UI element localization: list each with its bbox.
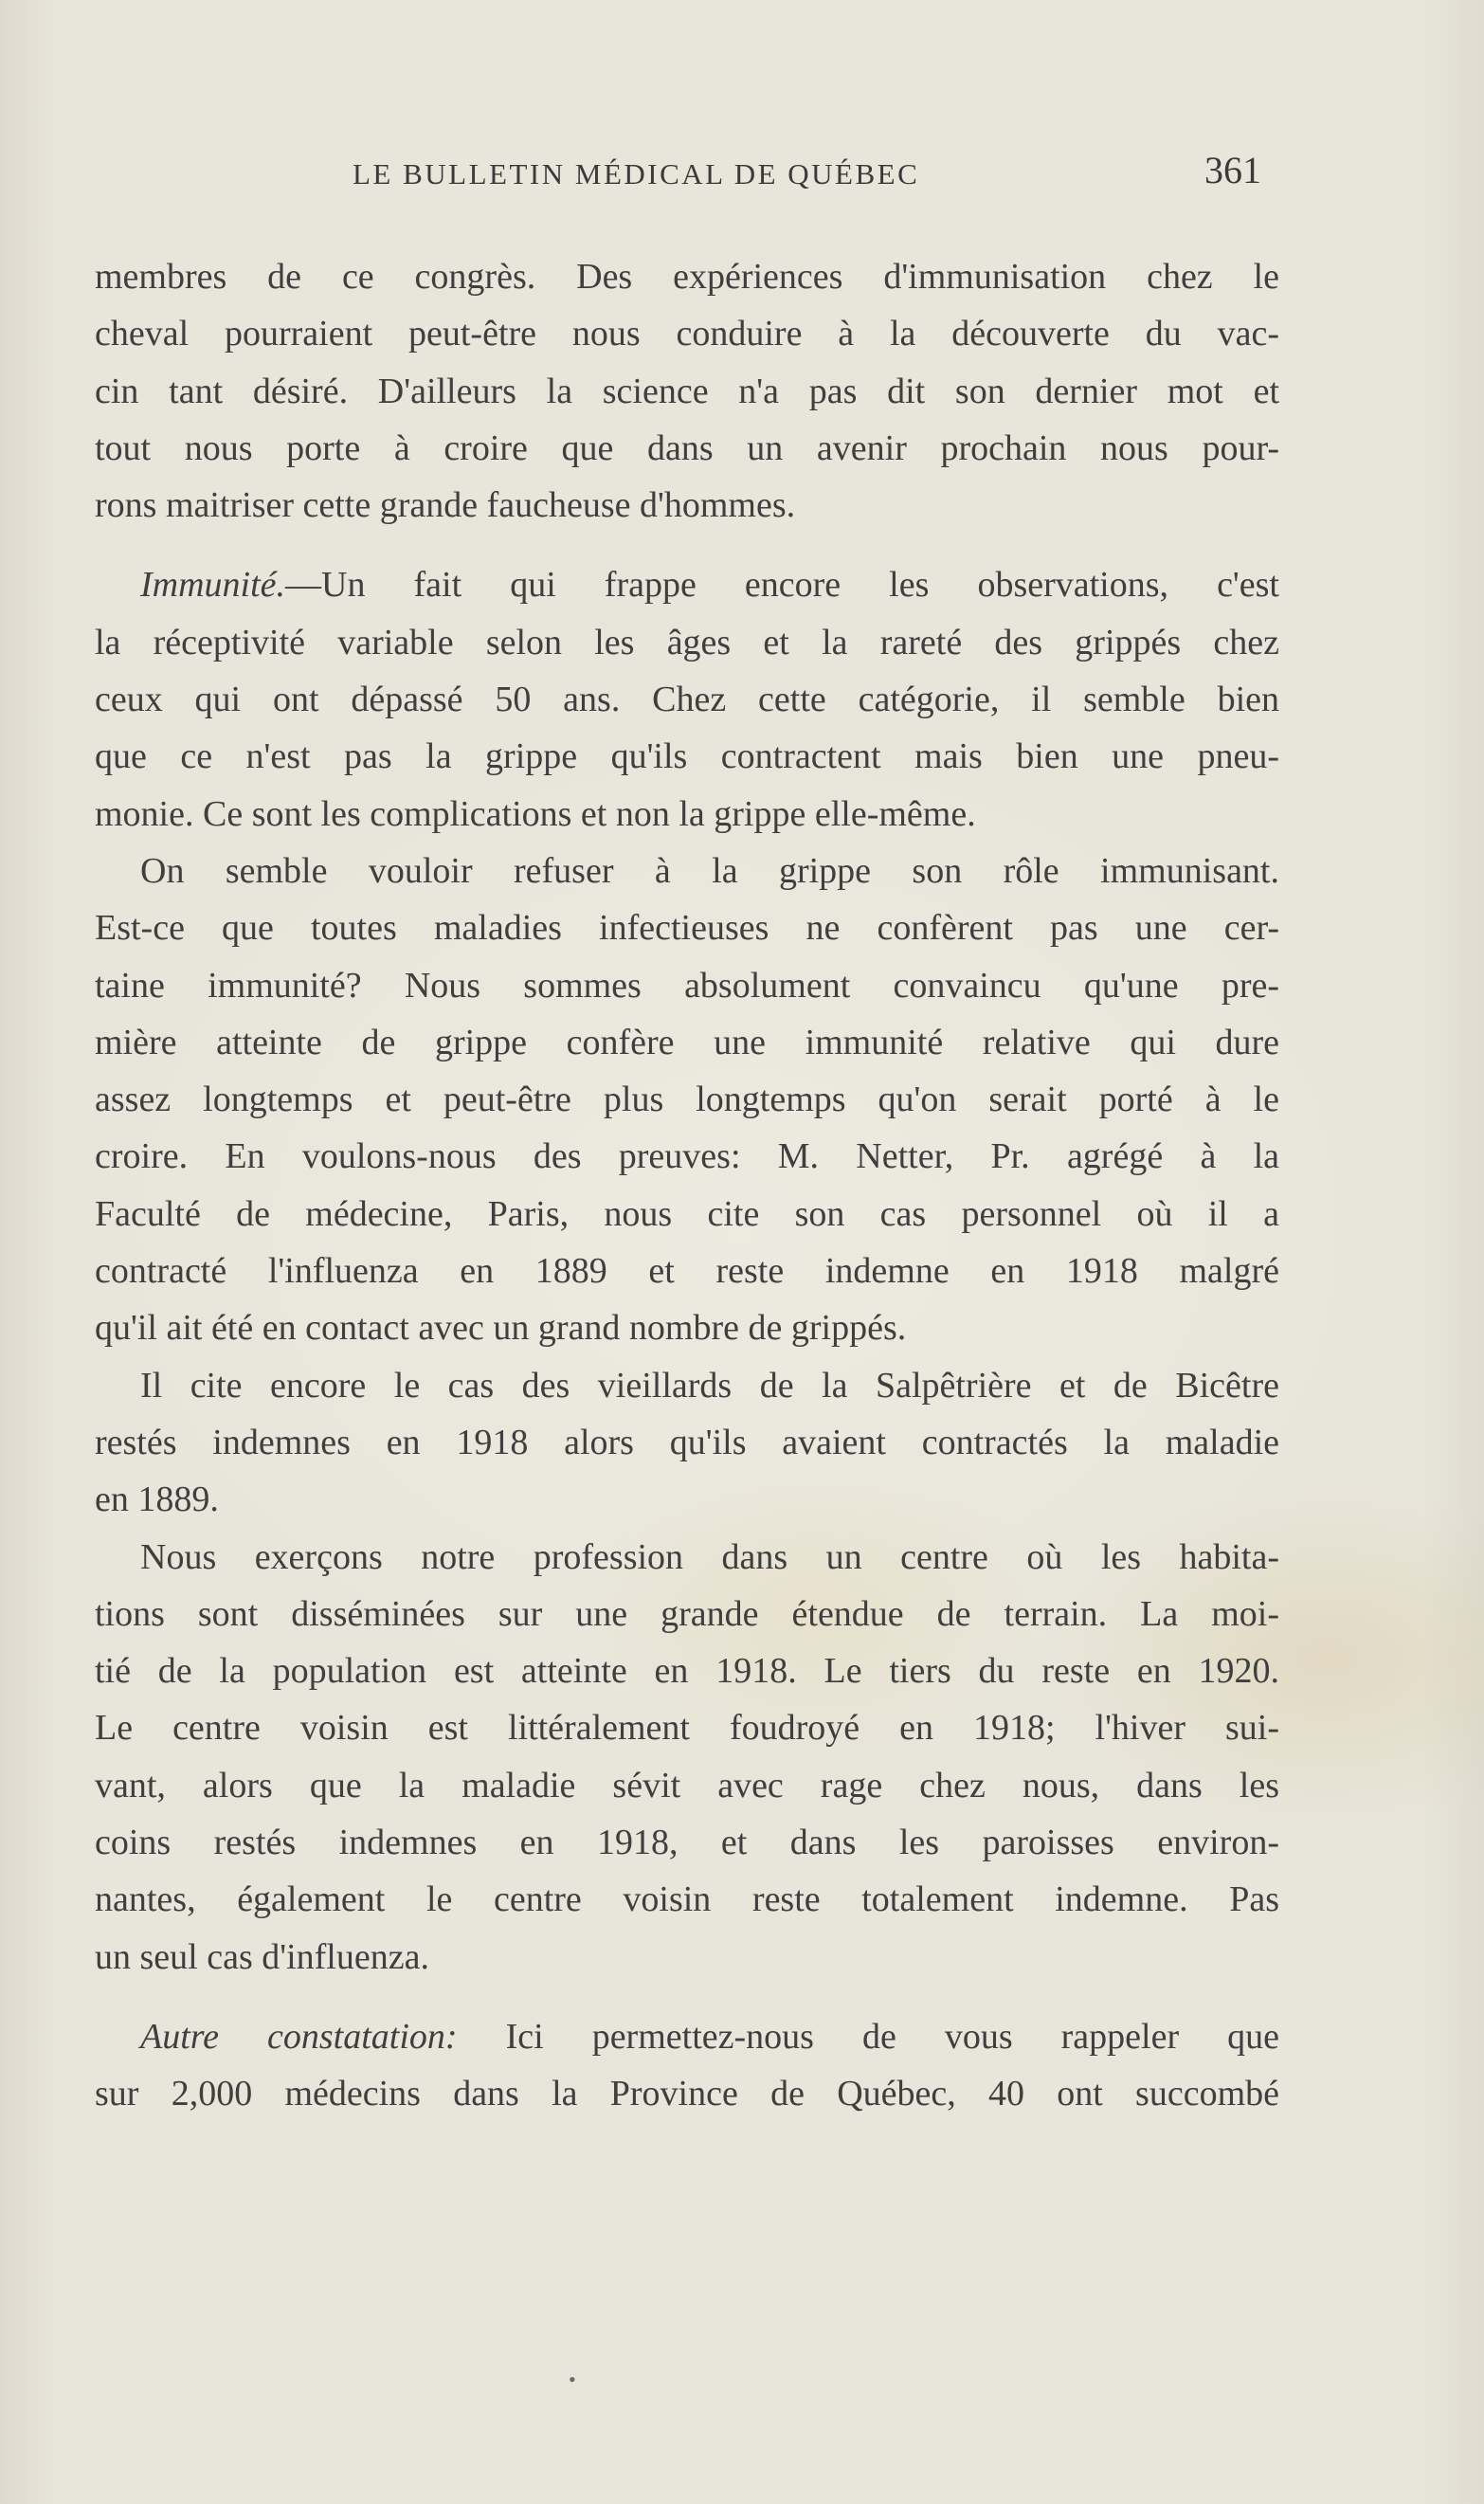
paragraph-2 xyxy=(95,556,1279,842)
text-line: coins restés indemnes en 1918, et dans les paroisses environ- xyxy=(95,1823,1279,1863)
text-line: tions sont disséminées sur une grande étendue de terrain. La moi- xyxy=(95,1593,1279,1634)
text-line: sur 2,000 médecins dans la Province de Québec, 40 ont succombé xyxy=(95,2074,1279,2114)
text-line: croire. En voulons-nous des preuves: M. Netter, Pr. agrégé à la xyxy=(95,1136,1279,1177)
paragraph-spacer xyxy=(95,1986,1279,2008)
paragraph-4 xyxy=(95,1357,1279,1529)
text-line: vant, alors que la maladie sévit avec rage chez nous, dans les xyxy=(95,1765,1279,1805)
text-run: —Un fait qui frappe encore les observations, c'est xyxy=(285,565,1279,606)
text-line: Faculté de médecine, Paris, nous cite son cas personnel où il a xyxy=(95,1193,1279,1234)
paragraph-spacer xyxy=(95,534,1279,556)
text-line xyxy=(95,2008,1279,2065)
text-line: un seul cas d'influenza. xyxy=(95,1936,429,1977)
text-line: Le centre voisin est littéralement foudroyé en 1918; l'hiver sui- xyxy=(95,1708,1279,1749)
body-text xyxy=(95,248,1279,2123)
paragraph-6 xyxy=(95,2008,1279,2123)
text-run: Ici permettez-nous de vous rappeler que xyxy=(457,2016,1279,2057)
page-number: 361 xyxy=(1204,149,1261,191)
text-line: membres de ce congrès. Des expériences d'immunisation chez le xyxy=(95,257,1279,297)
text-line: en 1889. xyxy=(95,1479,219,1520)
running-title: LE BULLETIN MÉDICAL DE QUÉBEC xyxy=(353,157,920,191)
text-line: assez longtemps et peut-être plus longtemps qu'on serait porté à le xyxy=(95,1080,1279,1120)
text-line: tié de la population est atteinte en 1918. Le tiers du reste en 1920. xyxy=(95,1651,1279,1692)
text-line: contracté l'influenza en 1889 et reste indemne en 1918 malgré xyxy=(95,1251,1279,1292)
text-line: qu'il ait été en contact avec un grand nombre de grippés. xyxy=(95,1308,907,1349)
text-line: Nous exerçons notre profession dans un centre où les habita- xyxy=(140,1536,1279,1577)
paragraph-1 xyxy=(95,248,1279,534)
text-line xyxy=(95,556,1279,613)
text-line: que ce n'est pas la grippe qu'ils contractent mais bien une pneu- xyxy=(95,736,1279,777)
text-line: cheval pourraient peut-être nous conduire à la découverte du vac- xyxy=(95,314,1279,354)
section-lead-immunite: Immunité. xyxy=(140,565,286,606)
text-line: tout nous porte à croire que dans un avenir prochain nous pour- xyxy=(95,427,1279,468)
text-line: Il cite encore le cas des vieillards de la Salpêtrière et de Bicêtre xyxy=(140,1365,1279,1406)
paragraph-3 xyxy=(95,843,1279,1357)
paragraph-5 xyxy=(95,1529,1279,1986)
text-line: mière atteinte de grippe confère une immunité relative qui dure xyxy=(95,1022,1279,1062)
text-line: nantes, également le centre voisin reste totalement indemne. Pas xyxy=(95,1879,1279,1920)
text-line: la réceptivité variable selon les âges et la rareté des grippés chez xyxy=(95,622,1279,662)
text-line: rons maitriser cette grande faucheuse d'hommes. xyxy=(95,485,796,526)
text-line: cin tant désiré. D'ailleurs la science n'a pas dit son dernier mot et xyxy=(95,371,1279,411)
text-line: monie. Ce sont les complications et non la grippe elle-même. xyxy=(95,793,976,834)
section-lead-autre-constatation: Autre constatation: xyxy=(140,2016,458,2057)
ink-speck: • xyxy=(569,2368,576,2391)
text-line: restés indemnes en 1918 alors qu'ils avaient contractés la maladie xyxy=(95,1422,1279,1462)
running-head xyxy=(91,149,1276,203)
text-line: Est-ce que toutes maladies infectieuses ne confèrent pas une cer- xyxy=(95,908,1279,949)
text-line: taine immunité? Nous sommes absolument convaincu qu'une pre- xyxy=(95,965,1279,1006)
text-line: ceux qui ont dépassé 50 ans. Chez cette catégorie, il semble bien xyxy=(95,680,1279,720)
text-line: On semble vouloir refuser à la grippe son rôle immunisant. xyxy=(140,850,1279,891)
